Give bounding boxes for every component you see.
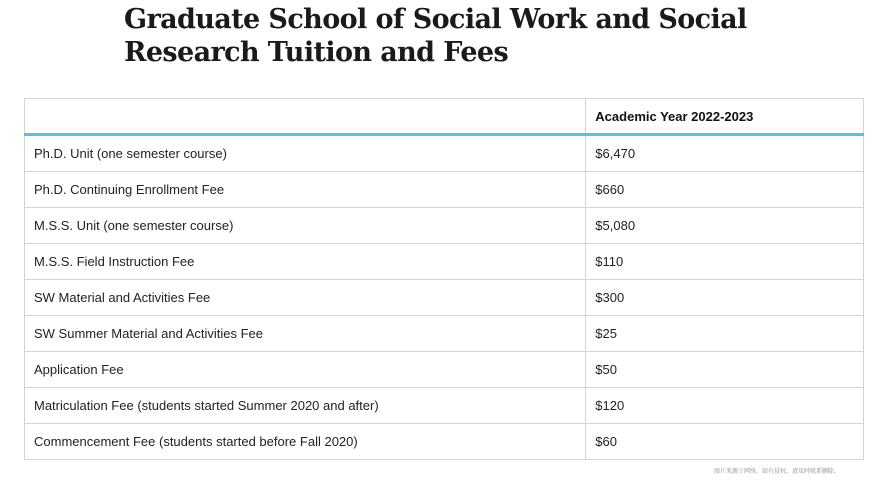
fee-amount-cell: $300 bbox=[586, 280, 864, 316]
fee-amount-cell: $120 bbox=[586, 388, 864, 424]
table-row bbox=[25, 316, 864, 352]
fee-amount-cell: $5,080 bbox=[586, 208, 864, 244]
fee-amount-cell: $25 bbox=[586, 316, 864, 352]
image-source-footnote: 图片来源于网络，如有侵权，请及时联系删除。 bbox=[713, 469, 840, 475]
table-row bbox=[25, 135, 864, 172]
table-row bbox=[25, 172, 864, 208]
table-row bbox=[25, 388, 864, 424]
table-row bbox=[25, 208, 864, 244]
fee-item-cell: Application Fee bbox=[25, 352, 586, 388]
fee-item-cell: M.S.S. Field Instruction Fee bbox=[25, 244, 586, 280]
fee-item-cell: M.S.S. Unit (one semester course) bbox=[25, 208, 586, 244]
table-row bbox=[25, 352, 864, 388]
column-header-academic-year: Academic Year 2022-2023 bbox=[586, 99, 864, 135]
fee-amount-cell: $660 bbox=[586, 172, 864, 208]
table-row bbox=[25, 280, 864, 316]
fee-amount-cell: $6,470 bbox=[586, 135, 864, 172]
fee-item-cell: Ph.D. Unit (one semester course) bbox=[25, 135, 586, 172]
column-header-item bbox=[25, 99, 586, 135]
table-header-row bbox=[25, 99, 864, 135]
page-title: Graduate School of Social Work and Social Research Tuition and Fees bbox=[124, 4, 747, 68]
table-row bbox=[25, 424, 864, 460]
tuition-fees-table bbox=[24, 98, 864, 460]
fee-item-cell: SW Summer Material and Activities Fee bbox=[25, 316, 586, 352]
fee-amount-cell: $60 bbox=[586, 424, 864, 460]
fee-amount-cell: $50 bbox=[586, 352, 864, 388]
fee-item-cell: Commencement Fee (students started before Fall 2020) bbox=[25, 424, 586, 460]
fee-amount-cell: $110 bbox=[586, 244, 864, 280]
table-row bbox=[25, 244, 864, 280]
fee-item-cell: SW Material and Activities Fee bbox=[25, 280, 586, 316]
fee-item-cell: Matriculation Fee (students started Summer 2020 and after) bbox=[25, 388, 586, 424]
fee-item-cell: Ph.D. Continuing Enrollment Fee bbox=[25, 172, 586, 208]
